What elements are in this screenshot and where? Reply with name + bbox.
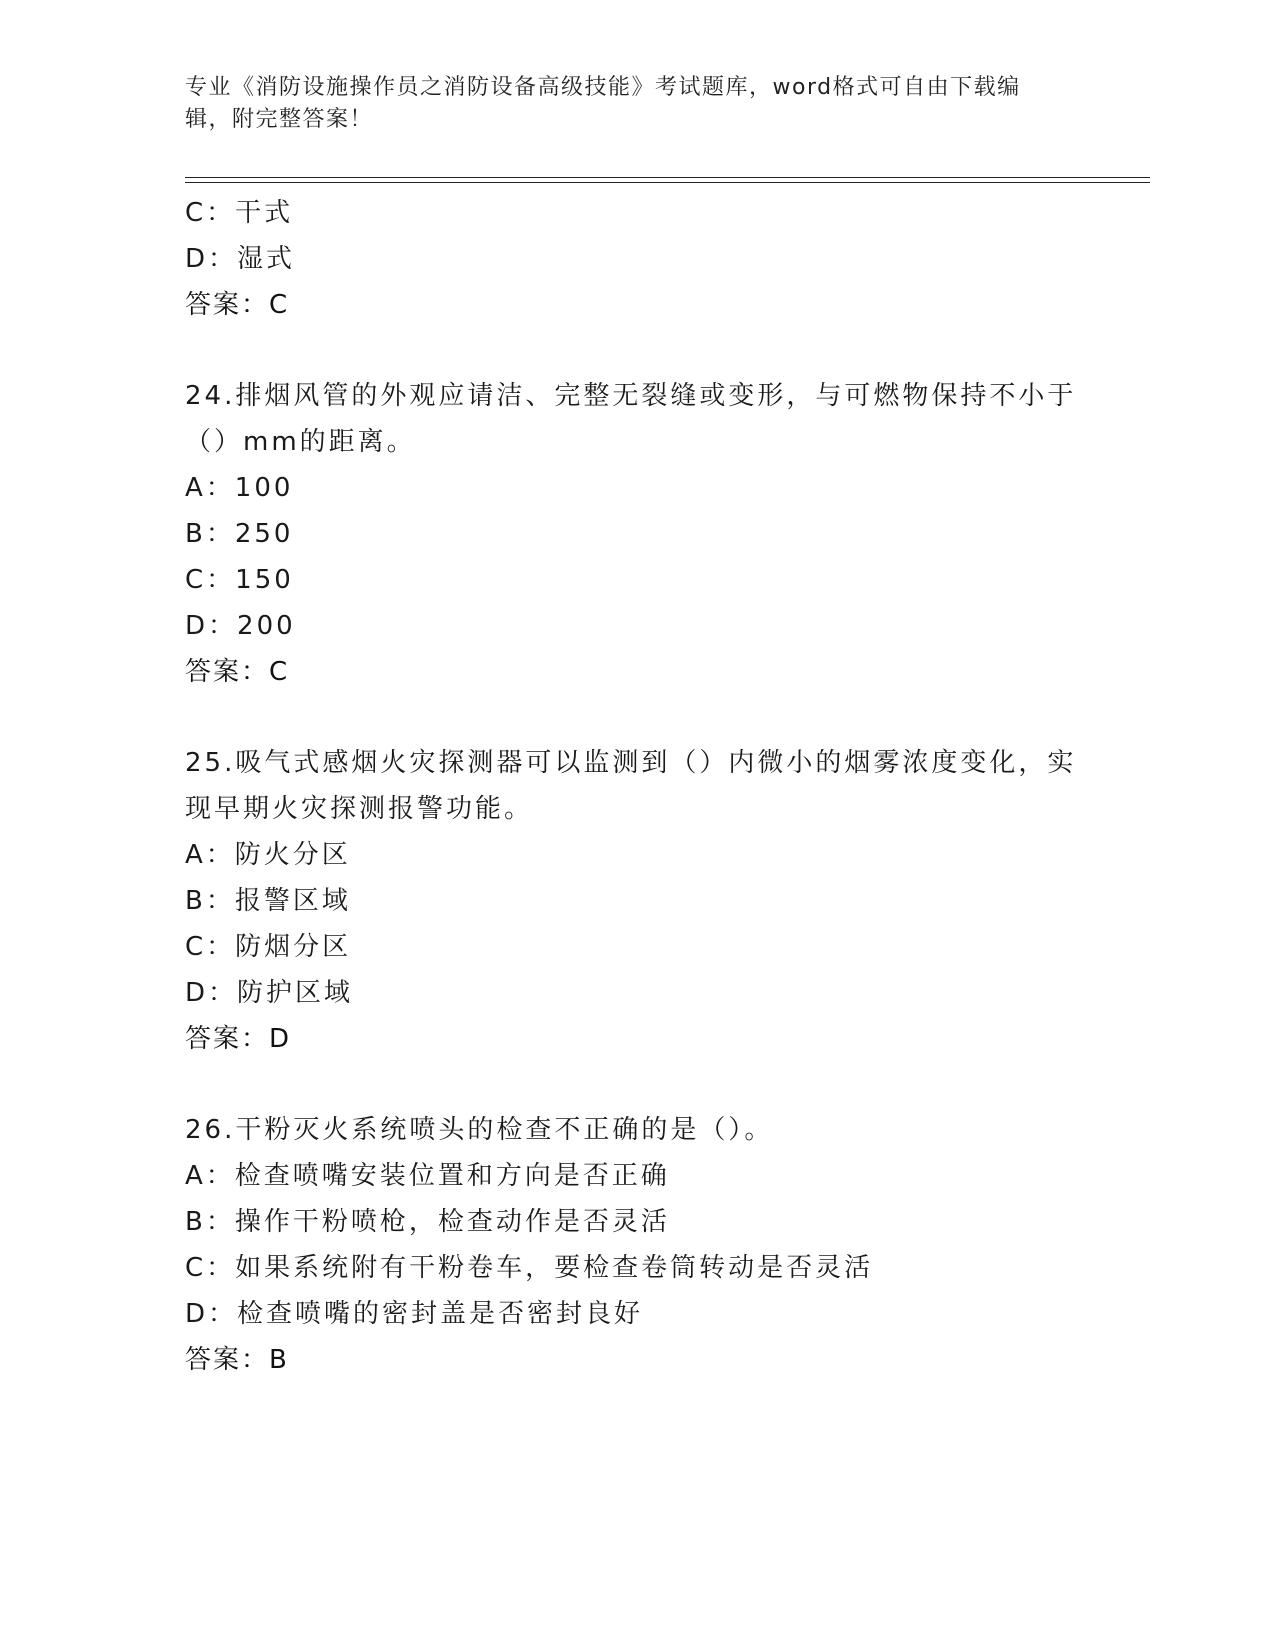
option-letter: A： [185, 473, 235, 503]
option-text: 检查喷嘴的密封盖是否密封良好 [237, 1299, 644, 1329]
question-stem-line-2: 现早期火灾探测报警功能。 [185, 794, 534, 824]
question-24 [185, 373, 1085, 695]
option-letter: B： [185, 519, 235, 549]
option-text: 200 [237, 611, 296, 641]
option-text: 如果系统附有干粉卷车，要检查卷筒转动是否灵活 [235, 1253, 874, 1283]
question-stem-line-1: 24.排烟风管的外观应请洁、完整无裂缝或变形，与可燃物保持不小于 [185, 381, 1077, 411]
answer-line: 答案：D [185, 1024, 292, 1054]
option-text: 湿式 [237, 244, 296, 274]
option-letter: D： [185, 978, 238, 1008]
question-stem-line-1: 26.干粉灭火系统喷头的检查不正确的是（）。 [185, 1115, 774, 1145]
answer-line: 答案：B [185, 1345, 289, 1375]
option-letter: C： [185, 1253, 236, 1283]
question-25 [185, 740, 1085, 1062]
option-text: 干式 [235, 198, 294, 228]
question-stem [185, 373, 1085, 465]
option-letter: B： [185, 1207, 235, 1237]
option-c [185, 557, 1085, 603]
question-26 [185, 1107, 1085, 1383]
option-letter: D： [185, 611, 238, 641]
option-text: 100 [234, 473, 294, 503]
option-letter: A： [185, 840, 235, 870]
header-divider-top [185, 177, 1150, 178]
option-a [185, 1153, 1085, 1199]
option-b [185, 511, 1085, 557]
header-line-1: 专业《消防设施操作员之消防设备高级技能》考试题库，word格式可自由下载编 [185, 75, 1021, 100]
option-a [185, 832, 1085, 878]
option-letter: A： [185, 1161, 235, 1191]
header-divider-bottom [185, 182, 1150, 183]
option-text: 操作干粉喷枪，检查动作是否灵活 [234, 1207, 670, 1237]
option-d [185, 1291, 1085, 1337]
option-text: 报警区域 [234, 886, 351, 916]
option-text: 防火分区 [234, 840, 351, 870]
option-letter: B： [185, 886, 235, 916]
option-d [185, 236, 1085, 282]
option-c [185, 1245, 1085, 1291]
option-text: 250 [234, 519, 294, 549]
option-c [185, 924, 1085, 970]
option-d [185, 603, 1085, 649]
option-b [185, 1199, 1085, 1245]
question-stem-line-1: 25.吸气式感烟火灾探测器可以监测到（）内微小的烟雾浓度变化，实 [185, 748, 1077, 778]
answer-line: 答案：C [185, 290, 290, 320]
option-d [185, 970, 1085, 1016]
option-a [185, 465, 1085, 511]
option-c [185, 190, 1085, 236]
option-text: 防护区域 [237, 978, 354, 1008]
header-line-2: 辑，附完整答案！ [185, 107, 374, 132]
option-letter: D： [185, 244, 238, 274]
option-text: 检查喷嘴安装位置和方向是否正确 [234, 1161, 670, 1191]
option-text: 防烟分区 [235, 932, 352, 962]
question-stem [185, 740, 1085, 832]
question-content [185, 190, 1085, 1383]
partial-question [185, 190, 1085, 328]
option-letter: C： [185, 932, 236, 962]
option-letter: C： [185, 565, 236, 595]
option-b [185, 878, 1085, 924]
question-stem-line-2: （）mm的距离。 [185, 427, 416, 457]
option-text: 150 [235, 565, 294, 595]
question-stem [185, 1107, 1085, 1153]
option-letter: D： [185, 1299, 238, 1329]
answer-line: 答案：C [185, 657, 290, 687]
option-letter: C： [185, 198, 236, 228]
document-header [185, 72, 1065, 136]
